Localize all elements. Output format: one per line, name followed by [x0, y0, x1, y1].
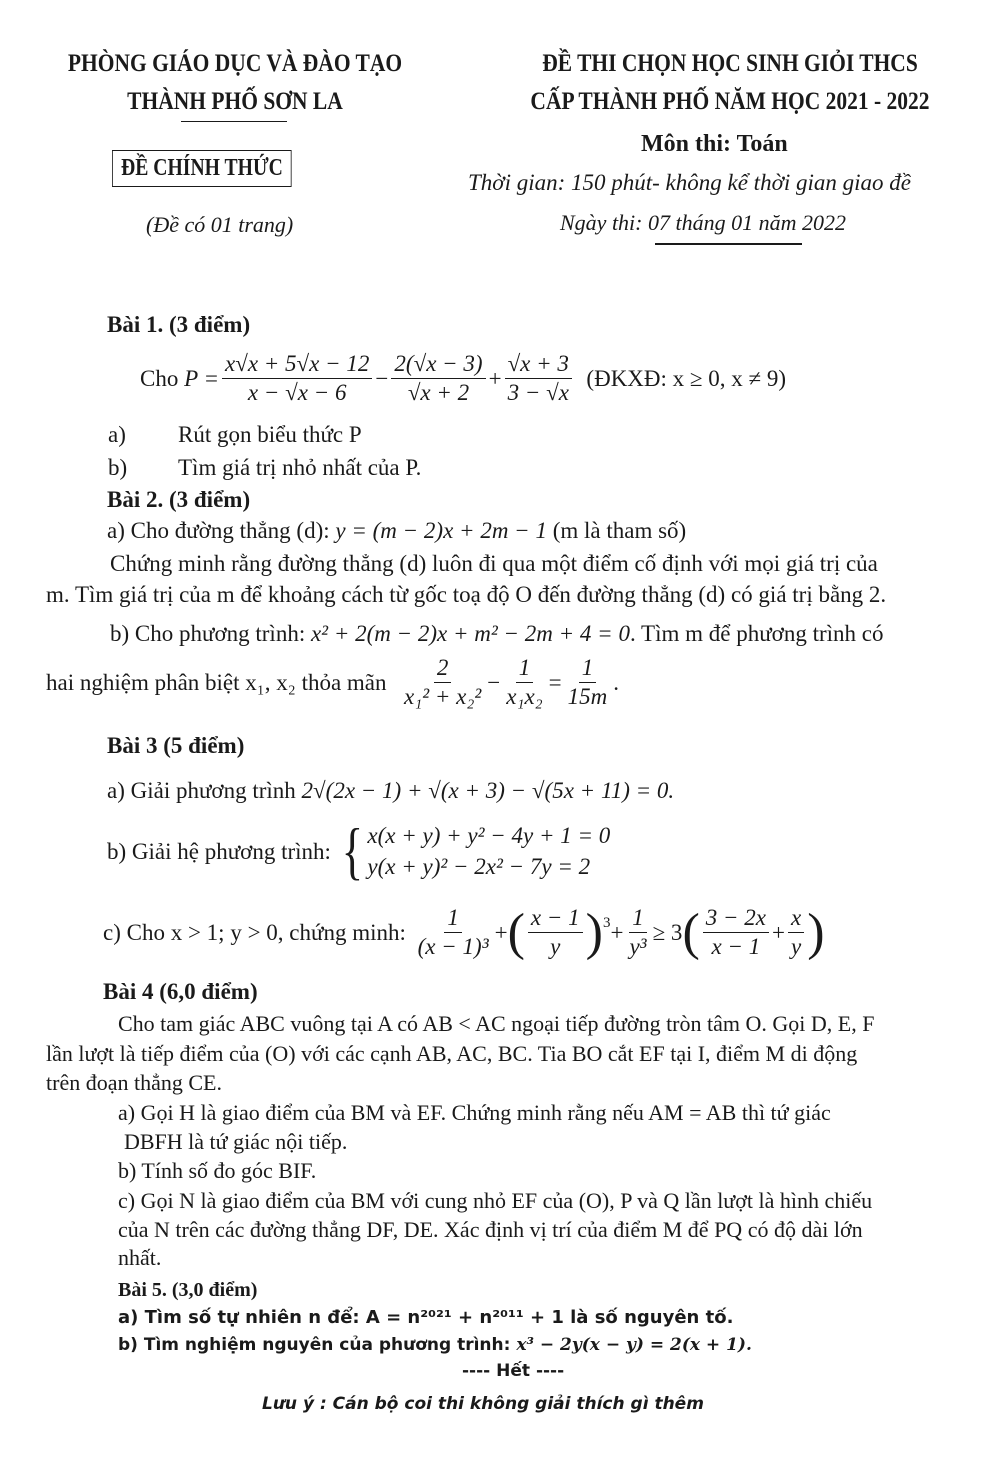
- bai2-frac2: $\frac{1}{\text{x₁x₂}}$: [506, 655, 543, 710]
- bai2-frac1: $\frac{2}{\text{x₁² + x₂²}}$: [404, 655, 482, 710]
- bai3-system: x(x + y) + y² − 4y + 1 = 0 y(x + y)² − 2x² − 7y = 2: [367, 823, 611, 879]
- bai2-frac3: $\frac{1}{15m}$: [567, 655, 608, 710]
- bai3-a: a) Giải phương trình 2√(2x − 1) + √(x + 3) − √(5x + 11) = 0.: [107, 778, 675, 803]
- footer-note: Lưu ý : Cán bộ coi thi không giải thích gì thêm: [262, 1394, 704, 1414]
- bai1-cho: Cho: [140, 366, 179, 392]
- header-divider-left: [181, 121, 287, 122]
- bai4-line2: lần lượt là tiếp điểm của (O) với các cạnh AB, AC, BC. Tia BO cắt EF tại I, điểm M di động: [46, 1041, 858, 1066]
- bai1-expression: Cho P = $\frac{x√x + 5√x - 12}{x - √x - 6}$ − $\frac{2(√x - 3)}{√x + 2}$ + $\frac{√x + 3}{3 - √x}$ (ĐKXĐ: x ≥ 0, x ≠ 9): [140, 351, 787, 406]
- bai1-frac1: $\frac{x√x + 5√x - 12}{x - √x - 6}$: [222, 351, 372, 407]
- bai1-title: Bài 1. (3 điểm): [107, 312, 251, 337]
- bai4-title: Bài 4 (6,0 điểm): [103, 979, 258, 1004]
- bai1-b-text: Tìm giá trị nhỏ nhất của P.: [178, 455, 422, 480]
- bai3-frac3: $\frac{1}{\text{y³}}$: [629, 905, 647, 960]
- exam-title: ĐỀ THI CHỌN HỌC SINH GIỎI THCS: [542, 50, 918, 77]
- bai1-frac2: $\frac{2(√x - 3)}{√x + 2}$: [391, 351, 485, 407]
- exam-level: CẤP THÀNH PHỐ NĂM HỌC 2021 - 2022: [530, 88, 930, 115]
- exam-date: Ngày thi: 07 tháng 01 năm 2022: [560, 210, 846, 235]
- bai4-line3: trên đoạn thẳng CE.: [46, 1070, 222, 1095]
- bai2-b-line1: b) Cho phương trình: x² + 2(m − 2)x + m² − 2m + 4 = 0. Tìm m để phương trình có: [110, 621, 884, 646]
- bai4-c1: c) Gọi N là giao điểm của BM với cung nhỏ EF của (O), P và Q lần lượt là hình chiếu: [118, 1188, 873, 1213]
- subject: Môn thi: Toán: [641, 131, 788, 157]
- bai2-a-line3: m. Tìm giá trị của m để khoảng cách từ gốc toạ độ O đến đường thẳng (d) có giá trị bằng 2.: [46, 582, 887, 607]
- bai4-c3: nhất.: [118, 1245, 162, 1270]
- pages-note: (Đề có 01 trang): [146, 212, 294, 237]
- bai4-a2: DBFH là tứ giác nội tiếp.: [124, 1129, 348, 1154]
- bai3-frac5: $\frac{x}{y}$: [788, 905, 804, 961]
- date-underline: [655, 243, 802, 245]
- bai3-frac1: $\frac{1}{\text{(x − 1)³}}$: [417, 905, 489, 960]
- bai3-b: b) Giải hệ phương trình: { x(x + y) + y² − 4y + 1 = 0 y(x + y)² − 2x² − 7y = 2: [107, 815, 611, 886]
- bai5-a: a) Tìm số tự nhiên n để: A = n²⁰²¹ + n²⁰¹¹ + 1 là số nguyên tố.: [118, 1307, 734, 1328]
- department-name: PHÒNG GIÁO DỤC VÀ ĐÀO TẠO: [67, 50, 403, 77]
- system-brace: {: [341, 815, 363, 886]
- bai4-c2: của N trên các đường thẳng DF, DE. Xác định vị trí của điểm M để PQ có độ dài lớn: [118, 1217, 863, 1242]
- city-name: THÀNH PHỐ SƠN LA: [127, 88, 343, 115]
- bai2-b-line2: hai nghiệm phân biệt x₁, x₂ thỏa mãn $\frac{2}{\text{x₁² + x₂²}}$ − $\frac{1}{\text{x₁x₂}}$ = $\frac{1}{15m}$ .: [46, 655, 620, 710]
- bai2-title: Bài 2. (3 điểm): [107, 487, 251, 512]
- bai4-b1: b) Tính số đo góc BIF.: [118, 1158, 317, 1183]
- bai5-b: b) Tìm nghiệm nguyên của phương trình: x³ − 2y(x − y) = 2(x + 1).: [118, 1335, 752, 1355]
- bai1-b-label: b): [108, 455, 128, 480]
- bai1-p: P =: [184, 366, 219, 392]
- bai3-c: c) Cho x > 1; y > 0, chứng minh: $\frac{1}{\text{(x − 1)³}}$ + ( $\frac{x - 1}{y}$ ) $^3$ + $\frac{1}{\text{y³}}$ ≥ 3 ( $\frac{3 - 2x}{x - 1}$ + $\frac{x}{y}$ ): [103, 903, 825, 961]
- bai1-a-text: Rút gọn biểu thức P: [178, 422, 362, 447]
- end-marker: ---- Hết ----: [462, 1361, 565, 1381]
- bai1-a-label: a): [108, 422, 126, 447]
- exam-time: Thời gian: 150 phút- không kể thời gian giao đề: [468, 170, 911, 195]
- bai1-frac3: $\frac{√x + 3}{3 - √x}$: [505, 351, 572, 407]
- bai3-frac2: $\frac{x - 1}{y}$: [528, 905, 583, 961]
- bai3-frac4: $\frac{3 - 2x}{x - 1}$: [703, 905, 769, 961]
- bai5-title: Bài 5. (3,0 điểm): [118, 1279, 258, 1301]
- bai4-a1: a) Gọi H là giao điểm của BM và EF. Chứng minh rằng nếu AM = AB thì tứ giác: [118, 1100, 831, 1125]
- bai1-condition: (ĐKXĐ: x ≥ 0, x ≠ 9): [586, 366, 787, 392]
- bai4-line1: Cho tam giác ABC vuông tại A có AB < AC ngoại tiếp đường tròn tâm O. Gọi D, E, F: [118, 1011, 875, 1036]
- bai2-a-line1: a) Cho đường thẳng (d): y = (m − 2)x + 2m − 1 (m là tham số): [107, 518, 687, 543]
- bai2-a-line2: Chứng minh rằng đường thẳng (d) luôn đi qua một điểm cố định với mọi giá trị của: [110, 551, 878, 576]
- bai3-title: Bài 3 (5 điểm): [107, 733, 245, 758]
- official-stamp: ĐỀ CHÍNH THỨC: [112, 150, 292, 187]
